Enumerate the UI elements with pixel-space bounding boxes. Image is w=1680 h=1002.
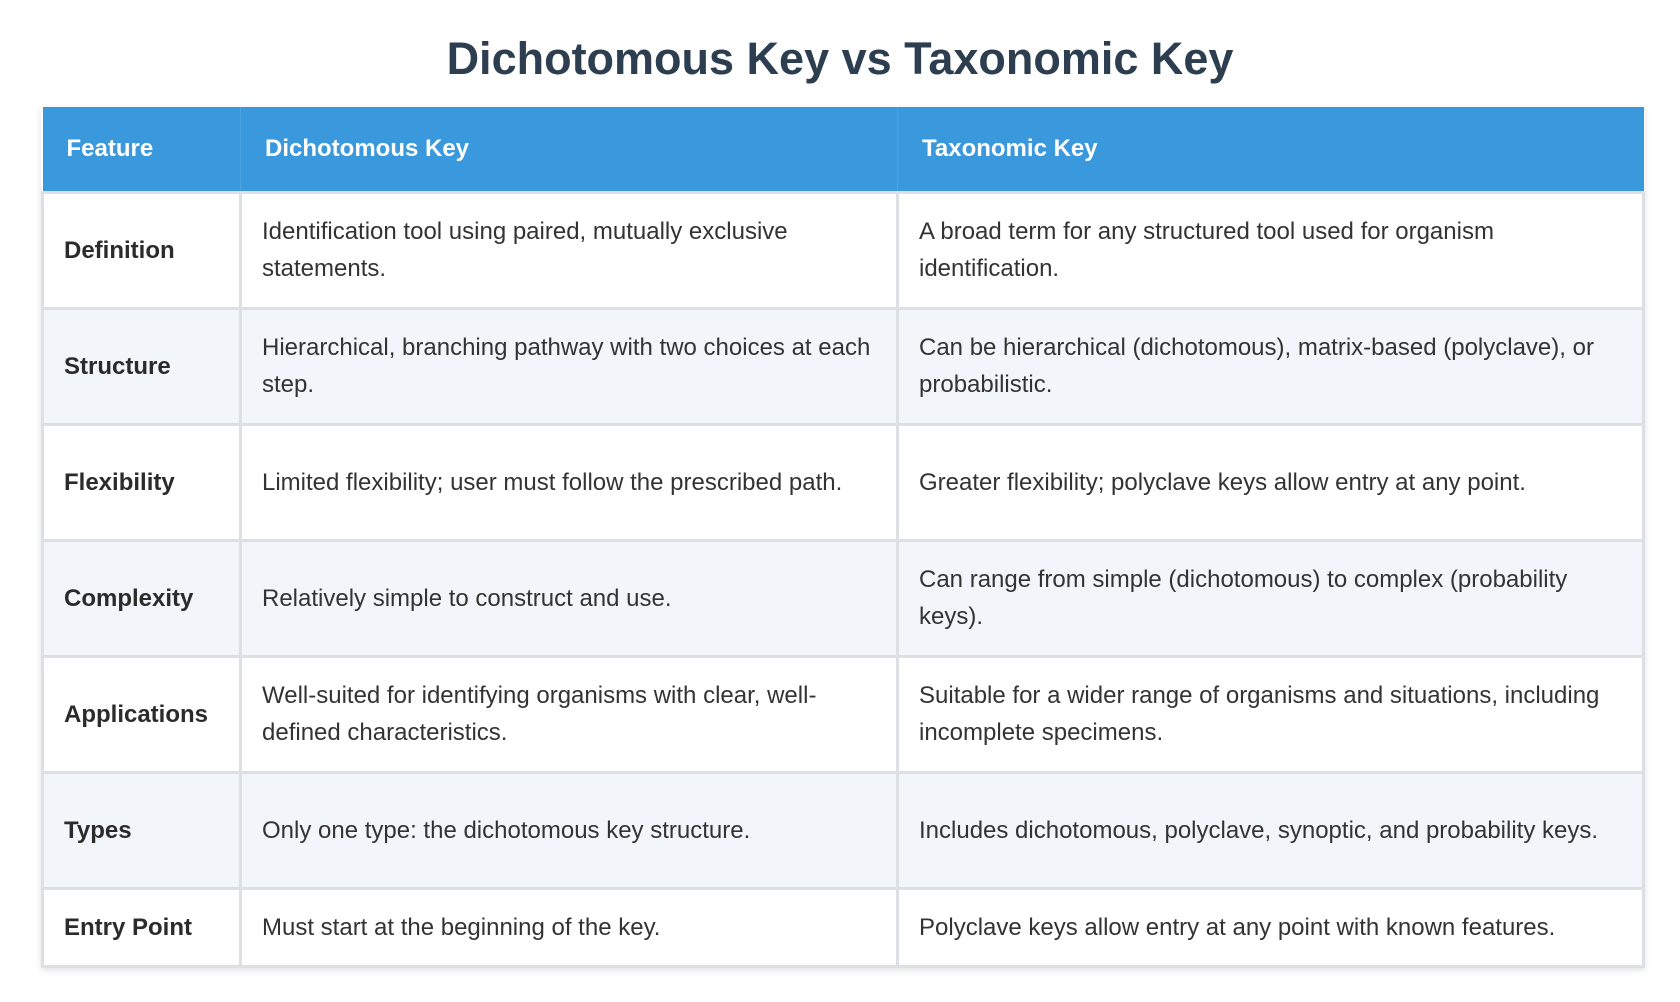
feature-cell: Flexibility	[43, 424, 241, 540]
table-row	[43, 308, 1644, 424]
dichotomous-cell: Hierarchical, branching pathway with two choices at each step.	[241, 308, 898, 424]
taxonomic-cell: A broad term for any structured tool used for organism identification.	[898, 192, 1644, 308]
dichotomous-cell: Limited flexibility; user must follow the prescribed path.	[241, 424, 898, 540]
table-row	[43, 424, 1644, 540]
taxonomic-cell: Can be hierarchical (dichotomous), matrix-based (polyclave), or probabilistic.	[898, 308, 1644, 424]
table-row	[43, 192, 1644, 308]
feature-cell: Complexity	[43, 540, 241, 656]
feature-cell: Applications	[43, 656, 241, 772]
table-row	[43, 656, 1644, 772]
taxonomic-cell: Suitable for a wider range of organisms and situations, including incomplete specimens.	[898, 656, 1644, 772]
table-row	[43, 540, 1644, 656]
table-row	[43, 888, 1644, 966]
table-header	[43, 107, 1644, 192]
dichotomous-cell: Identification tool using paired, mutually exclusive statements.	[241, 192, 898, 308]
taxonomic-cell: Can range from simple (dichotomous) to complex (probability keys).	[898, 540, 1644, 656]
taxonomic-cell: Includes dichotomous, polyclave, synoptic, and probability keys.	[898, 772, 1644, 888]
feature-cell: Structure	[43, 308, 241, 424]
dichotomous-cell: Well-suited for identifying organisms with clear, well-defined characteristics.	[241, 656, 898, 772]
feature-cell: Entry Point	[43, 888, 241, 966]
taxonomic-cell: Greater flexibility; polyclave keys allow entry at any point.	[898, 424, 1644, 540]
page-title: Dichotomous Key vs Taxonomic Key	[446, 33, 1234, 84]
header-dichotomous-key: Dichotomous Key	[241, 107, 898, 192]
comparison-table	[41, 107, 1645, 968]
table-body	[43, 192, 1644, 966]
header-taxonomic-key: Taxonomic Key	[922, 134, 1098, 162]
feature-cell: Types	[43, 772, 241, 888]
taxonomic-cell: Polyclave keys allow entry at any point with known features.	[898, 888, 1644, 966]
table-row	[43, 772, 1644, 888]
header-feature: Feature	[43, 107, 241, 192]
feature-cell: Definition	[43, 192, 241, 308]
dichotomous-cell: Only one type: the dichotomous key structure.	[241, 772, 898, 888]
dichotomous-cell: Relatively simple to construct and use.	[241, 540, 898, 656]
dichotomous-cell: Must start at the beginning of the key.	[241, 888, 898, 966]
header-row	[43, 107, 1644, 192]
